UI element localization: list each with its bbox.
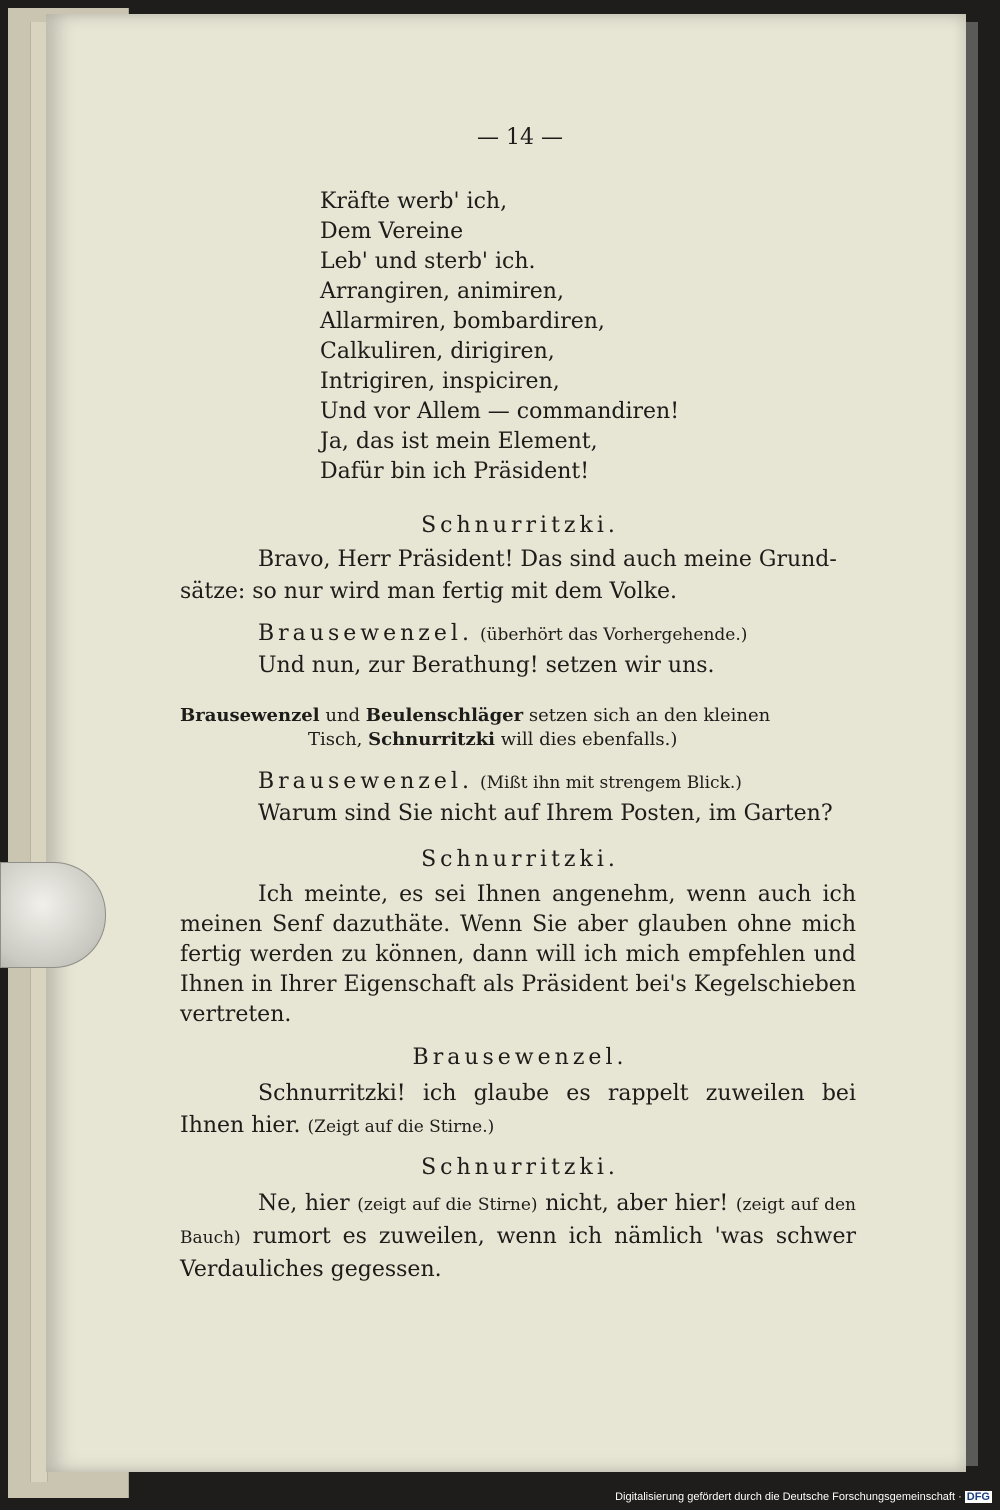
dialogue-line: sätze: so nur wird man fertig mit dem Volke.: [180, 579, 678, 604]
stage-direction: [308, 726, 677, 754]
footer-credit: [615, 1491, 992, 1507]
dialogue-line: Bravo, Herr Präsident! Das sind auch meine Grund-: [258, 547, 837, 572]
verse-line: Intrigiren, inspiciren,: [320, 369, 560, 394]
speaker-heading: Schnurritzki.: [421, 513, 619, 538]
dialogue-text: Schnurritzki! ich glaube es rappelt zuweilen bei Ihnen hier.: [180, 1081, 856, 1138]
page-number: — 14 —: [477, 125, 563, 150]
dialogue-line: Und nun, zur Berathung! setzen wir uns.: [258, 653, 715, 678]
speaker-heading: Brausewenzel.: [412, 1045, 628, 1070]
stage-text: und: [325, 705, 361, 726]
dialogue-line: Warum sind Sie nicht auf Ihrem Posten, im Garten?: [258, 801, 833, 826]
verse-line: Dafür bin ich Präsident!: [320, 459, 590, 484]
dialogue-text: nicht, aber hier!: [545, 1191, 729, 1216]
dialogue-paragraph: [180, 1078, 856, 1143]
speaker-heading: Schnurritzki.: [421, 847, 619, 872]
verse-line: Arrangiren, animiren,: [320, 279, 564, 304]
stage-direction: (zeigt auf die Stirne): [357, 1195, 538, 1215]
dialogue-speaker-line: [258, 620, 747, 649]
dialogue-text: Ne, hier: [258, 1191, 350, 1216]
verse-line: Allarmiren, bombardiren,: [320, 309, 605, 334]
verse-line: Und vor Allem — commandiren!: [320, 399, 680, 424]
stage-direction: (zeigt auf den Bauch): [180, 1195, 857, 1248]
stage-direction: (Mißt ihn mit strengem Blick.): [479, 773, 742, 793]
dialogue-speaker-line: [258, 768, 742, 797]
verse-line: Dem Vereine: [320, 219, 464, 244]
speaker-name: Brausewenzel.: [258, 769, 473, 794]
verse-line: Ja, das ist mein Element,: [320, 429, 598, 454]
footer-text: Digitalisierung gefördert durch die Deutsche Forschungsgemeinschaft ·: [615, 1491, 962, 1503]
stage-text: setzen sich an den kleinen: [528, 705, 771, 726]
page-clip: [0, 862, 106, 968]
page-edge-shadow: [966, 22, 978, 1466]
stage-direction: (Zeigt auf die Stirne.): [307, 1117, 495, 1137]
stage-text: will dies ebenfalls.): [500, 729, 678, 750]
verse-line: Leb' und sterb' ich.: [320, 249, 536, 274]
verse-line: Calkuliren, dirigiren,: [320, 339, 555, 364]
character-name: Beulenschläger: [365, 705, 524, 726]
character-name: Schnurritzki: [368, 729, 496, 750]
stage-direction: (überhört das Vorhergehende.): [479, 625, 748, 645]
dialogue-text: rumort es zuweilen, wenn ich nämlich 'was schwer Verdauliches gegessen.: [180, 1224, 856, 1282]
speaker-heading: Schnurritzki.: [421, 1155, 619, 1180]
dfg-logo: DFG: [966, 1491, 990, 1503]
stage-text: Tisch,: [308, 729, 363, 750]
speaker-name: Brausewenzel.: [258, 621, 473, 646]
character-name: Brausewenzel: [180, 705, 320, 726]
dialogue-paragraph: [180, 1188, 856, 1285]
verse-line: Kräfte werb' ich,: [320, 189, 508, 214]
dialogue-paragraph: Ich meinte, es sei Ihnen angenehm, wenn auch ich meinen Senf dazuthäte. Wenn Sie aber glauben ohne mich fertig werden zu können, dann will ich mich empfehlen und Ihnen in Ihrer Eigenschaft als Präsident bei's Kegelschieben vertreten.: [180, 882, 856, 1027]
